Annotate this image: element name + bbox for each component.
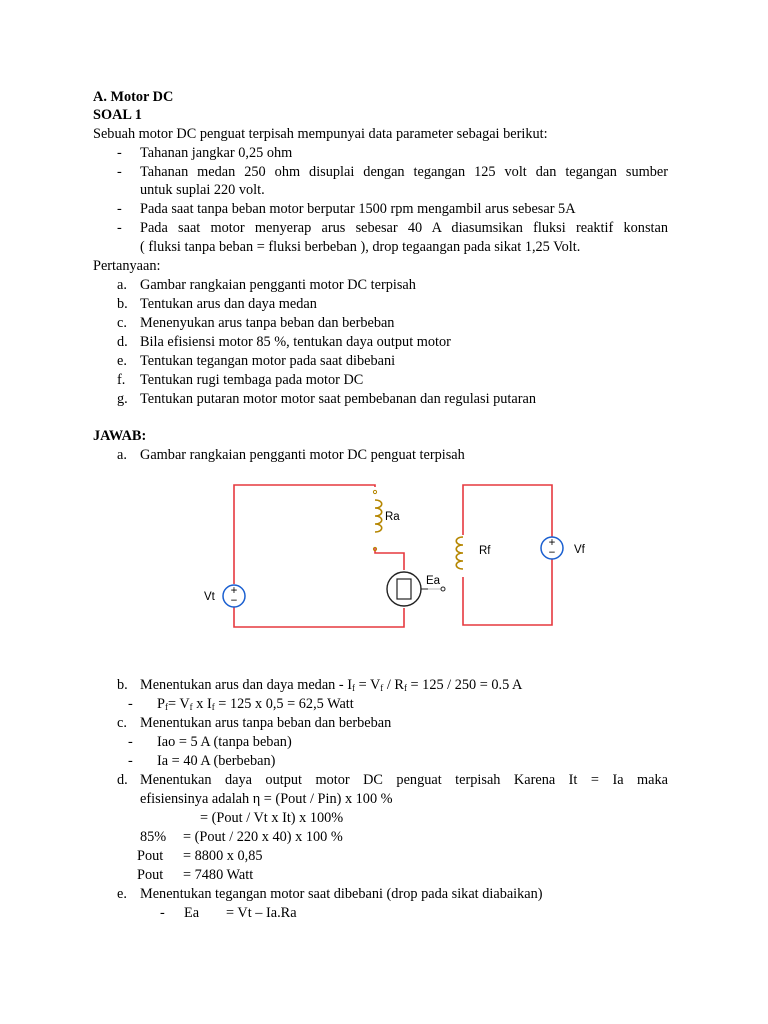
answer-d-line5-label: Pout	[137, 848, 164, 864]
param-item: Tahanan jangkar 0,25 ohm	[140, 145, 293, 161]
answer-c-line2: Ia = 40 A (berbeban)	[157, 753, 276, 769]
answer-b-line1: Menentukan arus dan daya medan - $I_f = V_f / R_f = 125 / 250 = 0.5$ A	[140, 677, 523, 693]
answer-d-line6: = 7480 Watt	[183, 867, 254, 883]
problem-label: SOAL 1	[93, 107, 142, 123]
param-item-cont: ( fluksi tanpa beban = fluksi berbeban ), drop tegaangan pada sikat 1,25 Volt.	[140, 239, 581, 255]
answer-e-line1-label: Ea	[184, 905, 200, 921]
answer-d-line4: = (Pout / 220 x 40) x 100 %	[183, 829, 343, 845]
armature-circuit-wires	[234, 485, 404, 627]
question-marker: a.	[117, 277, 127, 293]
field-resistor-rf	[456, 537, 463, 569]
param-item: Pada saat tanpa beban motor berputar 1500 rpm mengambil arus sebesar 5A	[140, 201, 576, 217]
param-item: Pada saat motor menyerap arus sebesar 40 A diasumsikan fluksi reaktif konstan	[140, 220, 668, 236]
answer-d-line3: = (Pout / Vt x It) x 100%	[200, 810, 344, 826]
list-dash: -	[117, 164, 122, 180]
answer-d-text: Menentukan daya output motor DC penguat terpisah Karena It = Ia maka	[140, 772, 668, 788]
answer-b-line2: $P_f= V_f$ x $I_f = 125$ x 0,5 = 62,5 Watt	[157, 696, 354, 712]
answer-d-line5: = 8800 x 0,85	[183, 848, 263, 864]
label-rf: Rf	[479, 545, 491, 557]
label-vt: Vt	[204, 591, 215, 603]
answer-d-line4-label: 85%	[140, 829, 167, 845]
answer-marker: c.	[117, 715, 127, 731]
question-marker: f.	[117, 372, 126, 388]
question-item: Bila efisiensi motor 85 %, tentukan daya output motor	[140, 334, 451, 350]
list-dash: -	[128, 734, 133, 750]
answer-marker: b.	[117, 677, 128, 693]
param-item-cont: untuk suplai 220 volt.	[140, 182, 265, 198]
voltage-source-vt	[223, 585, 245, 607]
answer-marker: a.	[117, 447, 127, 463]
svg-text:+: +	[548, 537, 556, 549]
answer-label: JAWAB:	[93, 428, 147, 444]
question-marker: e.	[117, 353, 127, 369]
list-dash: -	[117, 201, 122, 217]
voltage-source-vf	[541, 537, 563, 559]
label-ea: Ea	[426, 575, 441, 587]
answer-c-text: Menentukan arus tanpa beban dan berbeban	[140, 715, 392, 731]
label-vf: Vf	[574, 544, 585, 556]
answer-e-line1: = Vt – Ia.Ra	[226, 905, 297, 921]
question-marker: g.	[117, 391, 128, 407]
answer-e-text: Menentukan tegangan motor saat dibebani (drop pada sikat diabaikan)	[140, 886, 543, 902]
section-title: A. Motor DC	[93, 89, 174, 105]
list-dash: -	[128, 753, 133, 769]
svg-text:−: −	[548, 547, 556, 559]
list-dash: -	[117, 145, 122, 161]
answer-marker: d.	[117, 772, 128, 788]
param-item: Tahanan medan 250 ohm disuplai dengan tegangan 125 volt dan tegangan sumber	[140, 164, 668, 180]
question-marker: c.	[117, 315, 127, 331]
question-item: Tentukan putaran motor motor saat pembebanan dan regulasi putaran	[140, 391, 536, 407]
svg-text:+: +	[230, 585, 238, 597]
label-ra: Ra	[385, 511, 400, 523]
answer-c-line1: Iao = 5 A (tanpa beban)	[157, 734, 292, 750]
answer-marker: e.	[117, 886, 127, 902]
answer-a-text: Gambar rangkaian pengganti motor DC penguat terpisah	[140, 447, 465, 463]
question-item: Tentukan rugi tembaga pada motor DC	[140, 372, 364, 388]
questions-label: Pertanyaan:	[93, 258, 161, 274]
list-dash: -	[128, 696, 133, 712]
question-item: Menenyukan arus tanpa beban dan berbeban	[140, 315, 395, 331]
list-dash: -	[117, 220, 122, 236]
field-circuit-wires	[463, 485, 552, 625]
armature-resistor-ra	[375, 500, 382, 532]
question-item: Gambar rangkaian pengganti motor DC terpisah	[140, 277, 416, 293]
intro-text: Sebuah motor DC penguat terpisah mempunyai data parameter sebagai berikut:	[93, 126, 548, 142]
answer-d-line2: efisiensinya adalah η = (Pout / Pin) x 100 %	[140, 791, 393, 807]
answer-d-line6-label: Pout	[137, 867, 164, 883]
list-dash: -	[160, 905, 165, 921]
svg-text:−: −	[230, 595, 238, 607]
question-item: Tentukan tegangan motor pada saat dibebani	[140, 353, 396, 369]
question-item: Tentukan arus dan daya medan	[140, 296, 317, 312]
question-marker: b.	[117, 296, 128, 312]
ra-terminal	[373, 490, 376, 493]
question-marker: d.	[117, 334, 128, 350]
